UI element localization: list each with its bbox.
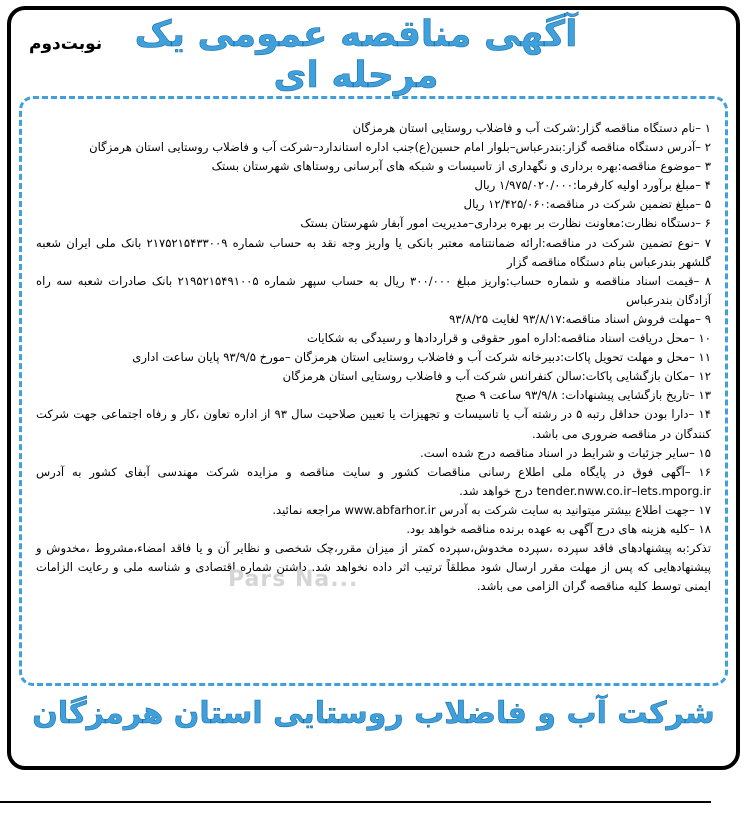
notice-item: ۱۷ –جهت اطلاع بیشتر میتوانید به سایت شرکت به آدرس www.abfarhor.ir مراجعه نمائید. <box>272 502 711 517</box>
notice-item: ۱۱ –محل و مهلت تحویل پاکات:دبیرخانه شرکت آب و فاضلاب روستایی استان هرمزگان –مورخ ۹۳/۹/۵ پایان ساعت اداری <box>132 350 711 365</box>
notice-body-box <box>19 96 728 686</box>
notice-item: ۱۶ –آگهی فوق در پایگاه ملی اطلاع رسانی مناقصات کشور و سایت مناقصه و مزایده شرکت مهندسی آبفای کشور به آدرس tender.nww.co.ir–lets.mporg.ir درج خواهد شد. <box>36 464 711 498</box>
notice-frame <box>7 6 740 770</box>
watermark: Pars Na... <box>228 567 359 592</box>
notice-item: ۱ –نام دستگاه مناقصه گزار:شرکت آب و فاضلاب روستایی استان هرمزگان <box>352 121 711 135</box>
notice-item: ۱۵ –سایر جزئیات و شرایط در اسناد مناقصه درج شده است. <box>420 445 711 460</box>
notice-item: ۱۳ –تاریخ بازگشایی پیشنهادات: ۹۳/۹/۸ ساعت ۹ صبح <box>455 388 711 403</box>
bottom-rule <box>0 801 711 803</box>
notice-item: ۵ –مبلغ تضمین شرکت در مناقصه:۱۲/۴۲۵/۰۶۰ ریال <box>463 197 711 212</box>
company-footer: شرکت آب و فاضلاب روستایی استان هرمزگان <box>32 696 715 731</box>
notice-item: ۸ –قیمت اسناد مناقصه و شماره حساب:واریز مبلغ ۳۰۰/۰۰۰ ریال به حساب سپهر شماره ۲۱۹۵۲۱۵۴۹۱۰۰۵ بانک صادرات شعبه سه راه آزادگان بندرعباس <box>36 273 711 307</box>
notice-item: ۷ –نوع تضمین شرکت در مناقصه:ارائه ضمانتنامه معتبر بانکی یا واریز وجه نقد به حساب شماره ۲۱۷۵۲۱۵۴۳۳۰۰۹ بانک ملی ایران شعبه گلشهر بندرعباس بنام دستگاه مناقصه گزار <box>36 235 711 269</box>
turn-label: نوبت‌دوم <box>29 34 103 54</box>
notice-item: ۳ –موضوع مناقصه:بهره برداری و نگهداری از تاسیسات و شبکه های آبرسانی روستاهای شهرستان بستک <box>211 159 711 174</box>
notice-item: ۱۲ –مکان بازگشایی پاکات:سالن کنفرانس شرکت آب و فاضلاب روستایی استان هرمزگان <box>282 369 711 384</box>
notice-item: ۱۴ –دارا بودن حداقل رتبه ۵ در رشته آب یا تاسیسات و تجهیزات یا تعیین صلاحیت سال ۹۳ از اداره تعاون ،کار و رفاه اجتماعی جهت شرکت کنندگان در مناقصه ضروری می باشد. <box>36 407 711 441</box>
notice-title: آگهی مناقصه عمومی یک مرحله ای <box>134 14 578 96</box>
notice-item: ۹ –مهلت فروش اسناد مناقصه:۹۳/۸/۱۷ لغایت ۹۳/۸/۲۵ <box>449 311 711 326</box>
notice-item: ۴ –مبلغ برآورد اولیه کارفرما:۱/۹۷۵/۰۲۰/۰۰۰ ریال <box>474 178 711 193</box>
notice-items <box>36 119 711 596</box>
notice-item: ۱۰ –محل دریافت اسناد مناقصه:اداره امور حقوقی و قراردادها و رسیدگی به شکایات <box>306 331 711 346</box>
notice-header <box>11 10 736 96</box>
notice-item: ۲ –آدرس دستگاه مناقصه گزار:بندرعباس–بلوار امام حسین(ع)جنب اداره استاندارد–شرکت آب و فاضلاب روستایی استان هرمزگان <box>89 140 711 155</box>
notice-item: ۶ –دستگاه نظارت:معاونت نظارت بر بهره برداری–مدیریت امور آبفار شهرستان بستک <box>300 216 711 231</box>
notice-item: ۱۸ –کلیه هزینه های درج آگهی به عهده برنده مناقصه خواهد بود. <box>406 521 711 536</box>
notice-note: تذکر:به پیشنهادهای فاقد سپرده ،سپرده مخدوش،سپرده کمتر از میزان مقرر،چک شخصی و نظایر آن و یا فاقد امضاء،مشروط ،مخدوش و پیشنهادهایی که پس از مهلت مقرر ارسال شود مطلقاً ترتیب اثر داده نخواهد شد. داشتن شماره اقتصادی و شناسه ملی و رعایت الزامات ایمنی توسط کلیه مناقصه گران الزامی می باشد. <box>36 541 711 594</box>
